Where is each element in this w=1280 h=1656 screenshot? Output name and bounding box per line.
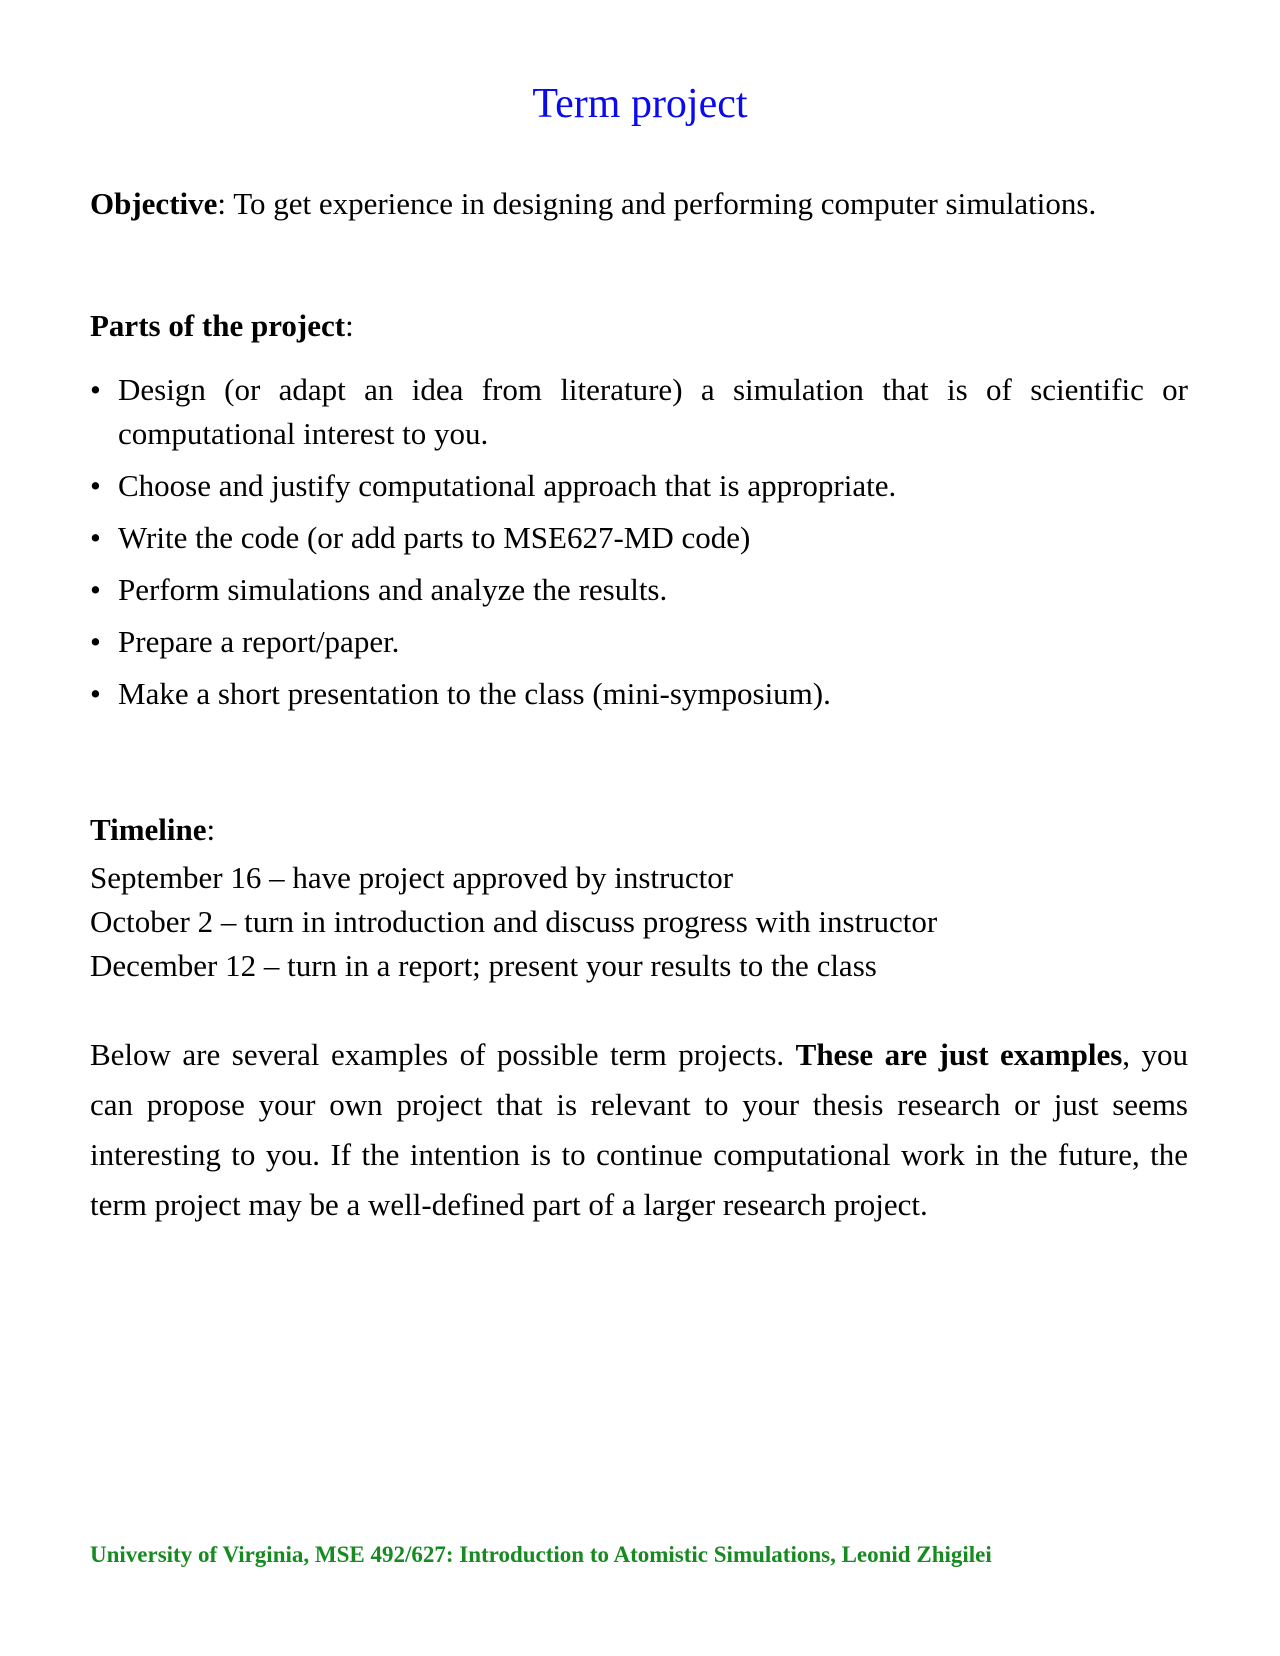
bullet-icon: •	[90, 676, 101, 711]
list-item-text: Perform simulations and analyze the results.	[118, 572, 668, 607]
list-item-text: Make a short presentation to the class (mini-symposium).	[118, 676, 831, 711]
examples-intro: Below are several examples of possible term projects.	[90, 1037, 796, 1072]
timeline-label: Timeline	[90, 812, 207, 847]
bullet-icon: •	[90, 624, 101, 659]
bullet-icon: •	[90, 572, 101, 607]
bullet-icon: •	[90, 372, 101, 407]
timeline-entry: September 16 – have project approved by instructor	[90, 860, 734, 895]
timeline-list	[90, 856, 1188, 988]
timeline-suffix: :	[206, 812, 216, 847]
objective-text: : To get experience in designing and performing computer simulations.	[217, 186, 1097, 221]
list-item-text: Write the code (or add parts to MSE627-MD code)	[118, 520, 751, 555]
list-item	[90, 464, 1188, 508]
parts-label: Parts of the project	[90, 308, 346, 343]
examples-rest: , you can propose your own project that is relevant to your thesis research or just seems interesting to you. If the intention is to continue computational work in the future, the term project may be a well-defined part of a larger research project.	[90, 1037, 1189, 1222]
examples-paragraph	[90, 1030, 1188, 1230]
list-item-text: Prepare a report/paper.	[118, 624, 400, 659]
list-item	[90, 368, 1188, 456]
timeline-entry: December 12 – turn in a report; present your results to the class	[90, 948, 877, 983]
objective-paragraph	[90, 182, 1188, 226]
list-item	[90, 672, 1188, 716]
parts-heading	[90, 304, 1188, 348]
list-item	[90, 568, 1188, 612]
page-footer: University of Virginia, MSE 492/627: Introduction to Atomistic Simulations, Leonid Zhigilei	[90, 1542, 992, 1567]
bullet-icon: •	[90, 468, 101, 503]
parts-suffix: :	[345, 308, 354, 343]
list-item-text: Choose and justify computational approach that is appropriate.	[118, 468, 897, 503]
timeline-heading	[90, 808, 1188, 852]
list-item	[90, 516, 1188, 560]
page-title: Term project	[532, 81, 748, 127]
parts-list	[90, 368, 1188, 724]
bullet-icon: •	[90, 520, 101, 555]
list-item-text: Design (or adapt an idea from literature) a simulation that is of scientific or computational interest to you.	[118, 372, 1188, 451]
timeline-entry: October 2 – turn in introduction and discuss progress with instructor	[90, 904, 938, 939]
list-item	[90, 620, 1188, 664]
examples-emphasis: These are just examples	[795, 1037, 1123, 1072]
objective-label: Objective	[90, 186, 218, 221]
